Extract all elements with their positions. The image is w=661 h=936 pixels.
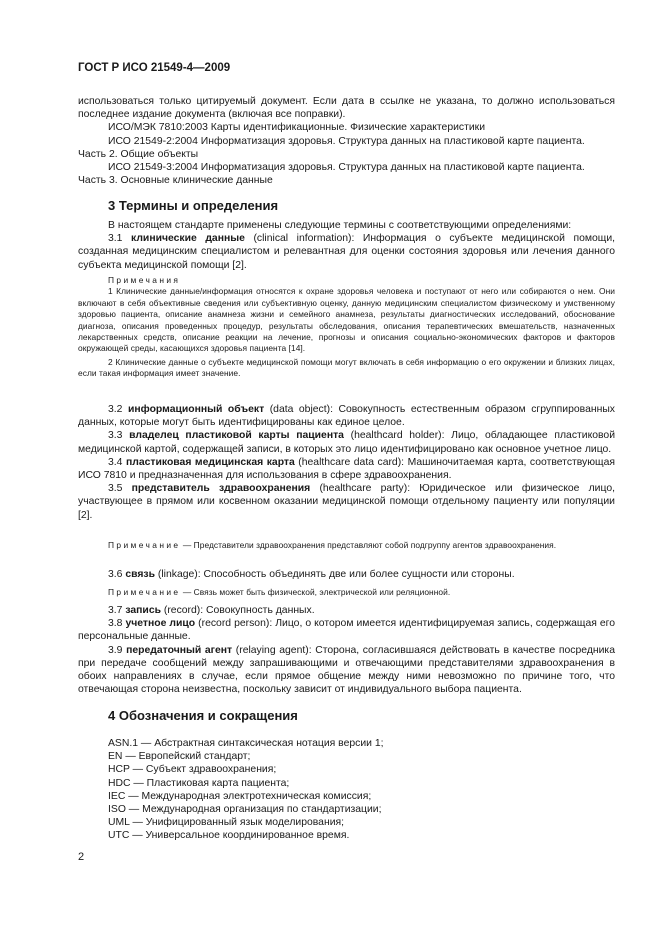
- list-item: EN — Европейский стандарт;: [108, 751, 251, 763]
- abbreviation-list: [108, 737, 384, 843]
- term-3-5: [78, 482, 615, 522]
- term-name: пластиковая медицинская карта: [125, 456, 295, 468]
- term-3-6: [78, 568, 615, 581]
- section-3-lead: В настоящем стандарте применены следующие термины с соответствующими определениями:: [108, 220, 572, 231]
- notes-heading: Примечания: [108, 275, 181, 285]
- note-3-5: [78, 540, 615, 551]
- term-3-4: [78, 456, 615, 482]
- reference-2-part: Часть 2. Общие объекты: [78, 148, 199, 160]
- list-item: UTC — Универсальное координированное время.: [108, 830, 350, 842]
- term-name: представитель здравоохранения: [131, 483, 311, 495]
- reference-3-part: Часть 3. Основные клинические данные: [78, 175, 273, 187]
- note-1: 1 Клинические данные/информация относятся к охране здоровья человека и поступают от него или собираются о нем. Они включают в себя объективные сведения или субъективную оценку, данную медицинским специалистом физическому и умственному здоровью пациента, описание анамнеза жизни и семейного анамнеза, результаты диагностических исследований, обоснование диагноза, описания проведенных процедур, результаты обследования, описания терапевтических вмешательств, назначенных лекарственных средств, описание реакции на лечение, прогнозы и описания социально-экономических факторов и факторов окружающей среды, касающихся здоровья пациента [14].: [78, 286, 615, 354]
- list-item: UML — Унифицированный язык моделирования;: [108, 817, 345, 829]
- term-definition: (record): Совокупность данных.: [160, 605, 315, 616]
- note-label: Примечание: [108, 587, 181, 597]
- term-definition: (clinical information): Информация о субъекте медицинской помощи, созданная медицинским специалистом и релевантная для оценки состояния здоровья или лечения данного субъекта медицинской помощи [2].: [78, 233, 616, 271]
- term-number: 3.1: [108, 233, 123, 245]
- list-item: HCP — Субъект здравоохранения;: [108, 764, 277, 776]
- term-number: 3.6: [108, 569, 123, 580]
- list-item: IEC — Международная электротехническая комиссия;: [108, 790, 372, 802]
- term-name: владелец пластиковой карты пациента: [129, 430, 344, 442]
- note-label: Примечание: [108, 540, 181, 550]
- term-name: учетное лицо: [125, 618, 196, 630]
- list-item: HDC — Пластиковая карта пациента;: [108, 777, 290, 789]
- term-definition: (healthcare party): Юридическое или физическое лицо, участвующее в прямом или косвенном оказании медицинской помощи отдельному пациенту или популяции [2].: [78, 483, 615, 521]
- term-3-2: [78, 403, 615, 429]
- note-text: — Связь может быть физической, электрической или реляционной.: [180, 587, 451, 597]
- intro-paragraph: использоваться только цитируемый документ. Если дата в ссылке не указана, то должно использоваться последнее издание документа (включая все поправки).: [78, 96, 615, 121]
- term-number: 3.7: [108, 605, 123, 616]
- reference-3: ИСО 21549-3:2004 Информатизация здоровья. Структура данных на пластиковой карте пациента.: [108, 162, 585, 174]
- note-text: — Представители здравоохранения представляют собой подгруппу агентов здравоохранения.: [180, 540, 557, 550]
- reference-1: ИСО/МЭК 7810:2003 Карты идентификационные. Физические характеристики: [108, 122, 486, 134]
- page-number: 2: [78, 851, 85, 863]
- term-number: 3.4: [108, 456, 123, 468]
- term-definition: (healthcard holder): Лицо, обладающее пластиковой медицинской картой, содержащей записи, в которых это лицо идентифицировано как основное учетное лицо.: [78, 430, 616, 455]
- document-header: ГОСТ Р ИСО 21549-4—2009: [78, 62, 231, 74]
- intro-block: [78, 95, 615, 187]
- reference-2: ИСО 21549-2:2004 Информатизация здоровья. Структура данных на пластиковой карте пациента.: [108, 135, 585, 147]
- term-definition: (linkage): Способность объединять две или более сущности или стороны.: [155, 569, 515, 580]
- section-3-terms-a: [78, 219, 615, 272]
- notes-block: [78, 275, 615, 380]
- note-3-6: [78, 587, 615, 598]
- section-3-terms-b: [78, 403, 615, 522]
- term-3-6-block: [78, 568, 615, 581]
- term-3-7: [78, 604, 615, 617]
- term-number: 3.2: [108, 404, 123, 415]
- term-name: запись: [125, 605, 161, 616]
- term-3-3: [78, 429, 615, 455]
- term-definition: (relaying agent): Сторона, согласившаяся действовать в качестве посредника при передаче сообщений между запрашивающими и отвечающими представителями здравоохранения в обоих направлениях в случае, если прямое общение между ними невозможно по причине того, что отвечающая сторона неизвестна, поскольку зависит от индивидуального выбора пациента.: [78, 644, 615, 696]
- term-name: передаточный агент: [126, 644, 233, 656]
- term-number: 3.5: [108, 483, 123, 495]
- term-3-1: [78, 232, 615, 272]
- note-2: 2 Клинические данные о субъекте медицинской помощи могут включать в себя информацию о его окружении и близких лицах, если такая информация имеет значение.: [78, 356, 615, 379]
- section-4-heading: 4 Обозначения и сокращения: [108, 708, 298, 723]
- term-name: клинические данные: [131, 233, 245, 245]
- list-item: ASN.1 — Абстрактная синтаксическая нотация версии 1;: [108, 738, 384, 749]
- term-name: информационный объект: [127, 404, 265, 415]
- term-definition: (data object): Совокупность естественным образом сгруппированных данных, которые могут быть идентифицированы как единое целое.: [78, 404, 615, 429]
- term-number: 3.3: [108, 430, 123, 442]
- section-3-terms-c: [78, 604, 615, 696]
- term-number: 3.9: [108, 644, 123, 656]
- term-3-8: [78, 617, 615, 643]
- term-definition: (healthcare data card): Машиночитаемая карта, соответствующая ИСО 7810 и предназначенная для использования в сфере здравоохранения.: [78, 456, 616, 482]
- term-3-9: [78, 644, 615, 697]
- term-definition: (record person): Лицо, о котором имеется идентифицируемая запись, содержащая его персональные данные.: [78, 618, 616, 643]
- term-name: связь: [125, 569, 155, 580]
- section-3-heading: 3 Термины и определения: [108, 198, 279, 213]
- list-item: ISO — Международная организация по стандартизации;: [108, 804, 382, 816]
- term-number: 3.8: [108, 618, 123, 630]
